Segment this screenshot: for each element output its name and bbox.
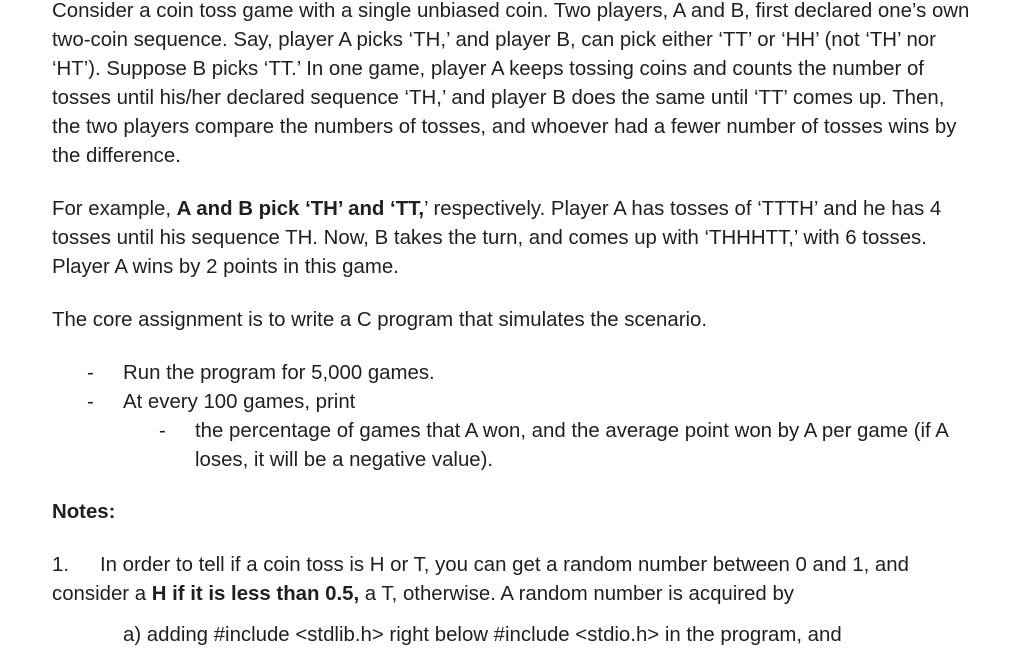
document-page — [52, 0, 972, 650]
note-bold-text: H if it is less than 0.5, — [151, 583, 360, 605]
list-item-text: At every 100 games, print — [123, 391, 356, 413]
list-dash: - — [87, 362, 94, 384]
note-number: 1. — [52, 554, 70, 576]
list-item — [52, 388, 972, 417]
note-text-start: In order to tell if a coin toss is H or T, you can get a random number between 0 and 1, and consider a — [52, 554, 909, 605]
core-assignment-paragraph: The core assignment is to write a C program that simulates the scenario. — [52, 309, 708, 331]
sub-list-item-text: the percentage of games that A won, and the average point won by A per game (if A loses, it will be a negative value). — [195, 420, 948, 471]
notes-heading: Notes: — [52, 501, 116, 523]
requirements-list — [52, 359, 972, 475]
list-item — [52, 359, 972, 388]
example-bold-text: A and B pick ‘TH’ and ‘TT, — [176, 198, 425, 220]
sub-list-item — [52, 417, 972, 475]
intro-paragraph: Consider a coin toss game with a single unbiased coin. Two players, A and B, first declared one’s own two-coin sequence. Say, player A picks ‘TH,’ and player B, can pick either ‘TT’ or ‘HH’ (not ‘TH’ nor ‘HT’). Suppose B picks ‘TT.’ In one game, player A keeps tossing coins and counts the number of tosses until his/her declared sequence ‘TH,’ and player B does the same until ‘TT’ comes up. Then, the two players compare the numbers of tosses, and whoever had a fewer number of tosses wins by the difference. — [52, 0, 970, 167]
list-dash: - — [87, 391, 94, 413]
example-paragraph — [52, 195, 972, 282]
list-dash: - — [159, 420, 166, 442]
note-1 — [52, 551, 972, 609]
example-text-end: ’ respectively. Player A has tosses of ‘TTTH’ and he has 4 tosses until his sequence TH. Now, B takes the turn, and comes up with ‘THHHTT,’ with 6 tosses. Player A wins by 2 points in this game. — [52, 198, 942, 278]
note-sub-item-a: a) adding #include <stdlib.h> right below #include <stdio.h> in the program, and — [123, 624, 842, 646]
list-item-text: Run the program for 5,000 games. — [123, 362, 435, 384]
note-text-end: a T, otherwise. A random number is acquired by — [359, 583, 794, 605]
example-text-start: For example, — [52, 198, 177, 220]
